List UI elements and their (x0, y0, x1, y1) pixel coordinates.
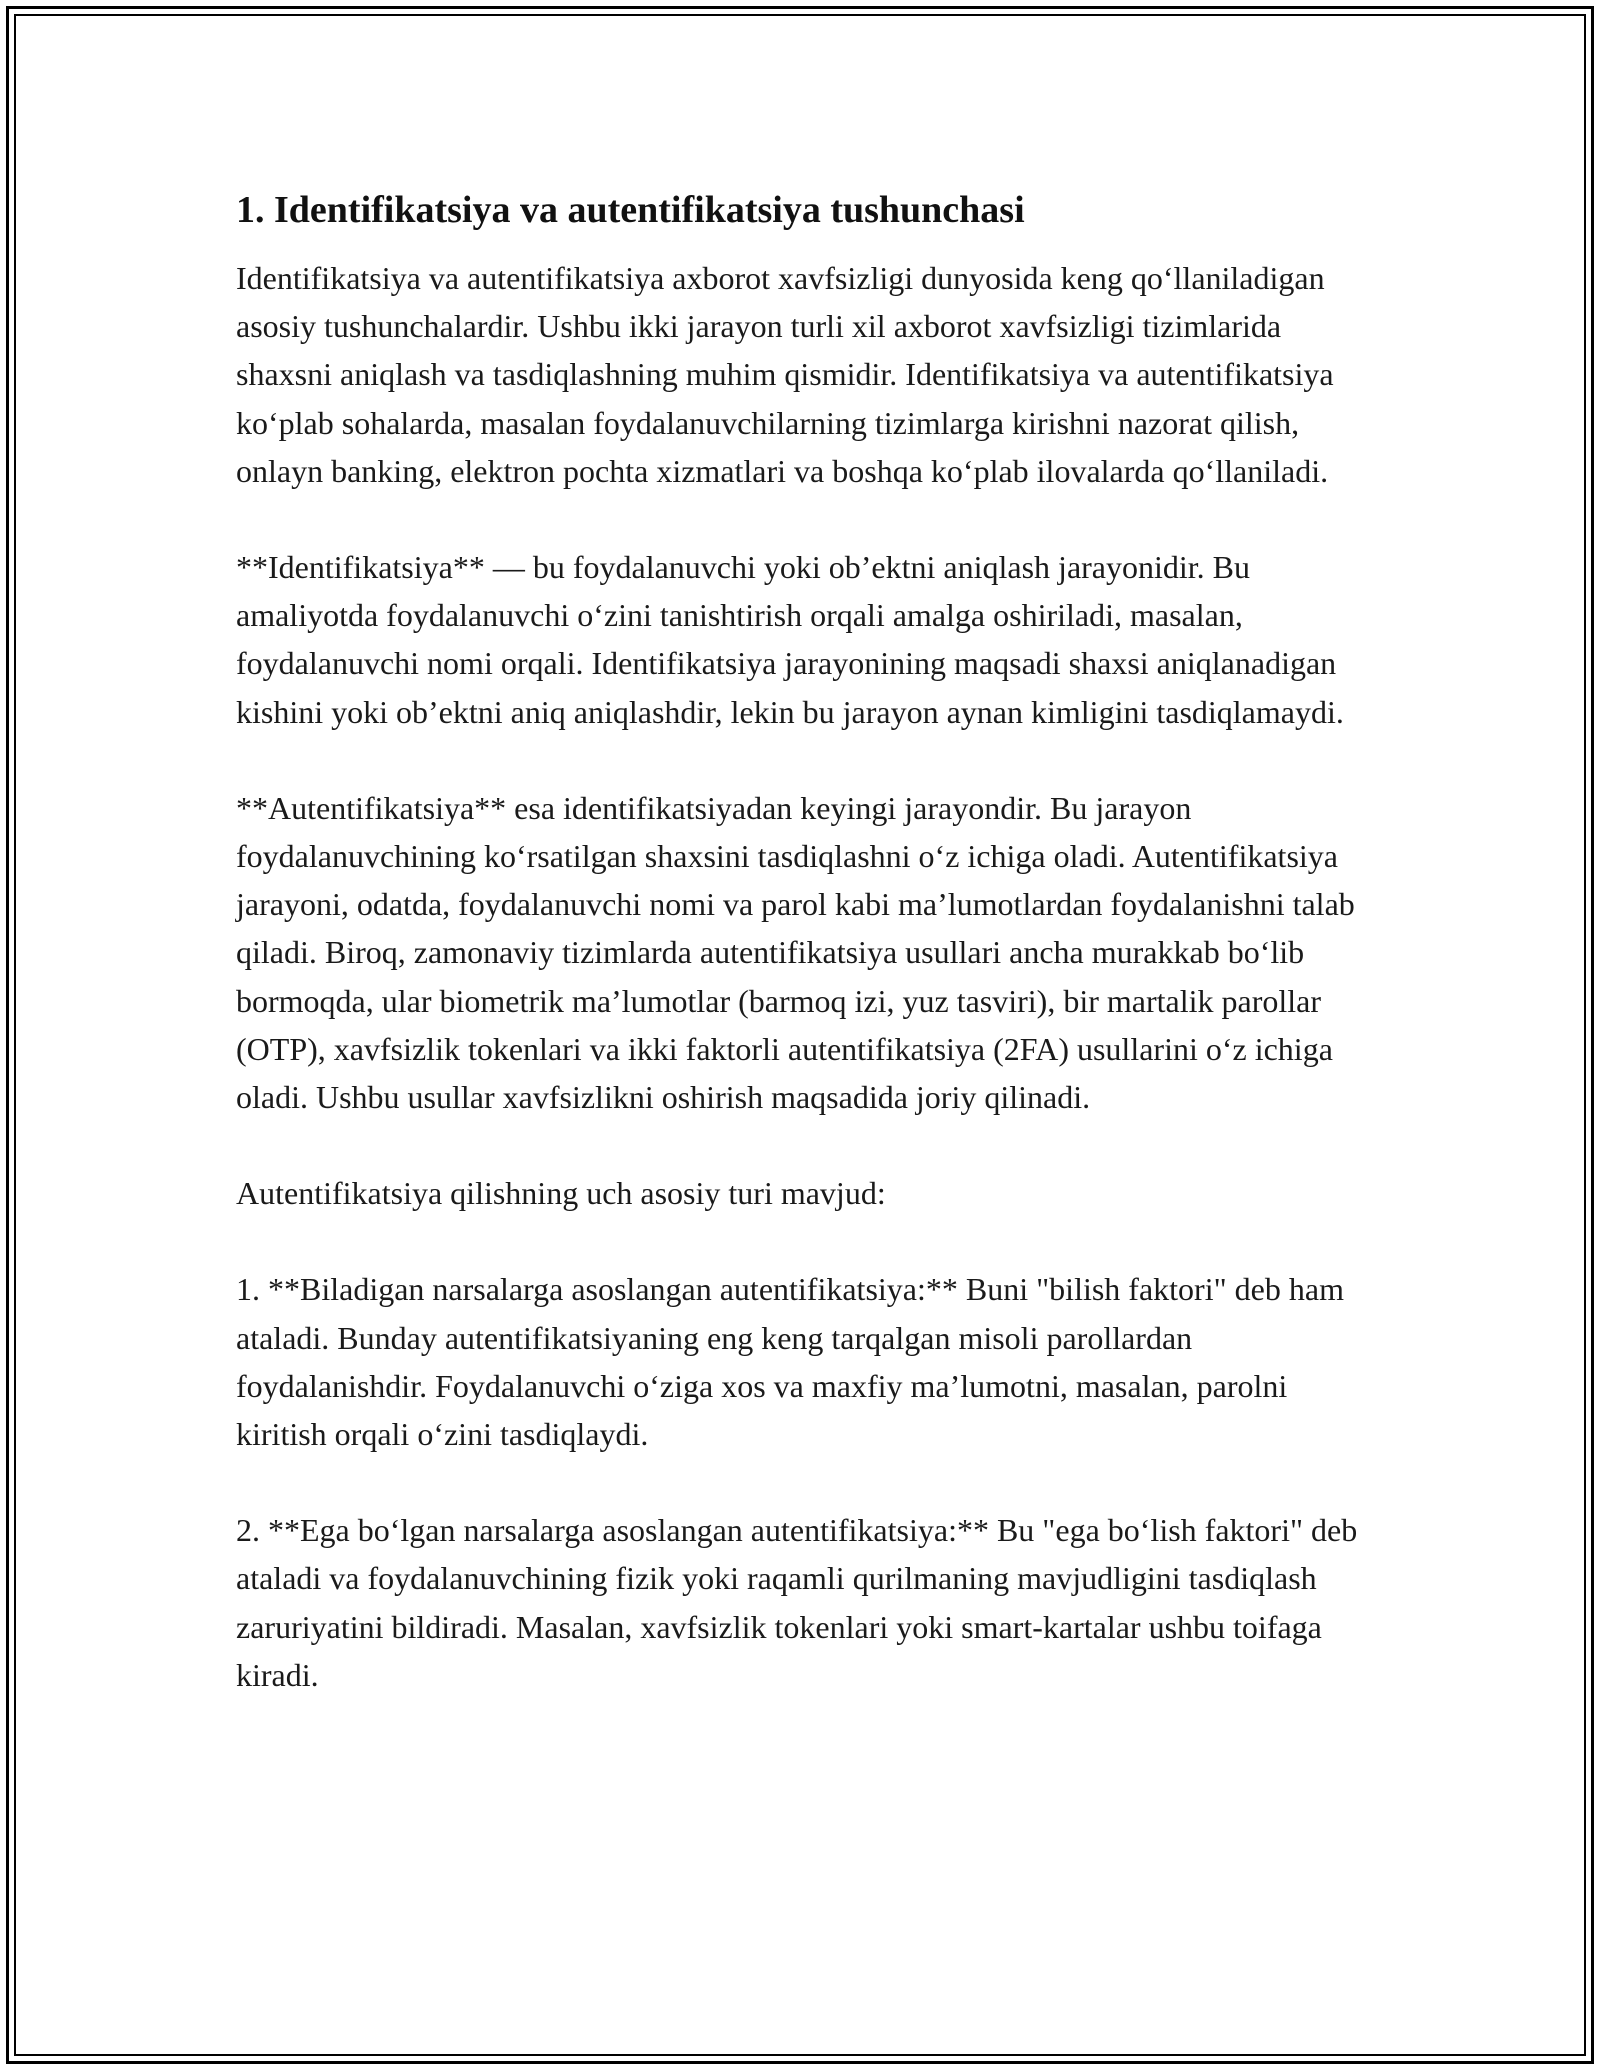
list-item-knowledge-factor: 1. **Biladigan narsalarga asoslangan autentifikatsiya:** Buni "bilish faktori" deb ham ataladi. Bunday autentifikatsiyaning eng keng tarqalgan misoli parollardan foydalanishdir. Foydalanuvchi o‘ziga xos va maxfiy ma’lumotni, masalan, parolni kiritish orqali o‘zini tasdiqlaydi. (236, 1271, 1344, 1453)
paragraph-types-intro: Autentifikatsiya qilishning uch asosiy turi mavjud: (236, 1175, 886, 1212)
document-body (236, 186, 1376, 1747)
paragraph-autentifikatsiya: **Autentifikatsiya** esa identifikatsiyadan keyingi jarayondir. Bu jarayon foydalanuvchining ko‘rsatilgan shaxsini tasdiqlashni o‘z ichiga oladi. Autentifikatsiya jarayoni, odatda, foydalanuvchi nomi va parol kabi ma’lumotlardan foydalanishni talab qiladi. Biroq, zamonaviy tizimlarda autentifikatsiya usullari ancha murakkab bo‘lib bormoqda, ular biometrik ma’lumotlar (barmoq izi, yuz tasviri), bir martalik parollar (OTP), xavfsizlik tokenlari va ikki faktorli autentifikatsiya (2FA) usullarini o‘z ichiga oladi. Ushbu usullar xavfsizlikni oshirish maqsadida joriy qilinadi. (236, 789, 1355, 1116)
paragraph-intro: Identifikatsiya va autentifikatsiya axborot xavfsizligi dunyosida keng qo‘llaniladigan asosiy tushunchalardir. Ushbu ikki jarayon turli xil axborot xavfsizligi tizimlarida shaxsni aniqlash va tasdiqlashning muhim qismidir. Identifikatsiya va autentifikatsiya ko‘plab sohalarda, masalan foydalanuvchilarning tizimlarga kirishni nazorat qilish, onlayn banking, elektron pochta xizmatlari va boshqa ko‘plab ilovalarda qo‘llaniladi. (236, 260, 1334, 489)
list-item-possession-factor: 2. **Ega bo‘lgan narsalarga asoslangan autentifikatsiya:** Bu "ega bo‘lish faktori" deb ataladi va foydalanuvchining fizik yoki raqamli qurilmaning mavjudligini tasdiqlash zaruriyatini bildiradi. Masalan, xavfsizlik tokenlari yoki smart-kartalar ushbu toifaga kiradi. (236, 1512, 1358, 1693)
section-heading: 1. Identifikatsiya va autentifikatsiya tushunchasi (236, 189, 1025, 231)
paragraph-identifikatsiya: **Identifikatsiya** — bu foydalanuvchi yoki ob’ektni aniqlash jarayonidir. Bu amaliyotda foydalanuvchi o‘zini tanishtirish orqali amalga oshiriladi, masalan, foydalanuvchi nomi orqali. Identifikatsiya jarayonining maqsadi shaxsi aniqlanadigan kishini yoki ob’ektni aniq aniqlashdir, lekin bu jarayon aynan kimligini tasdiqlamaydi. (236, 549, 1344, 730)
